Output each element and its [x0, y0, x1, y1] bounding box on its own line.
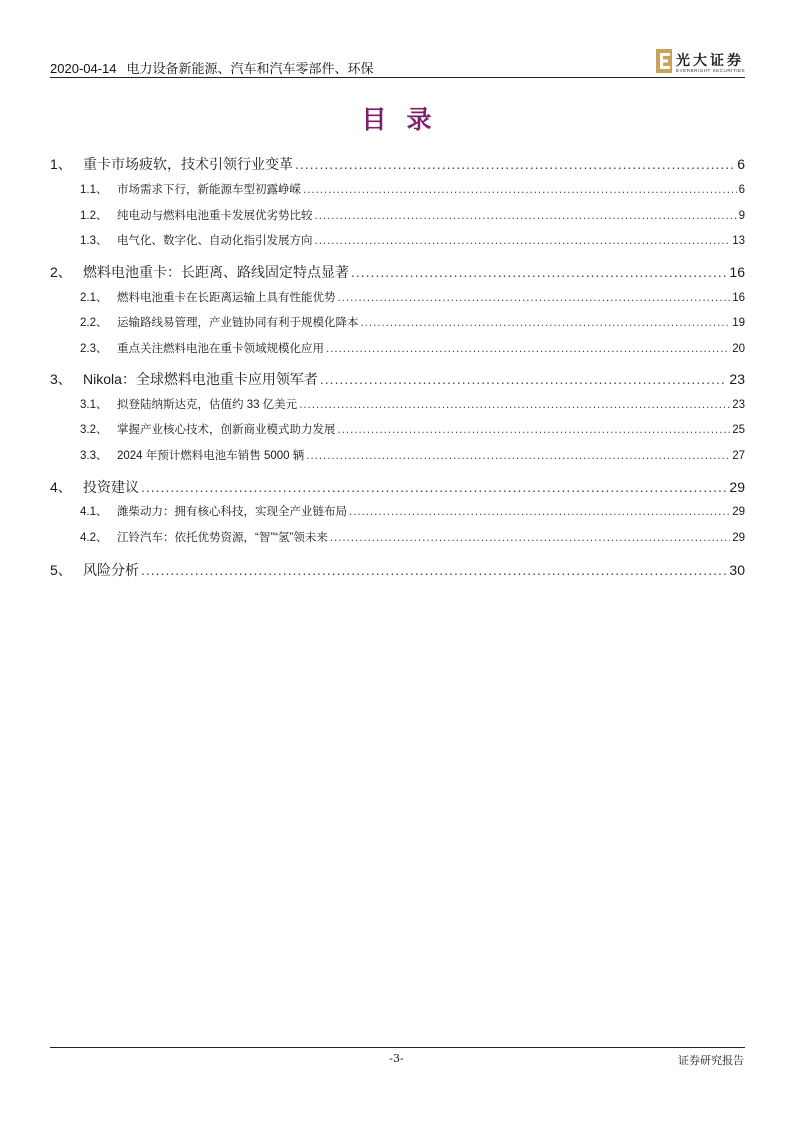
toc-entry-page: 20: [732, 343, 745, 355]
toc-chapter-entry[interactable]: [50, 154, 745, 174]
toc-section-entry[interactable]: [80, 396, 745, 412]
toc-entry-number: 1、: [50, 156, 72, 172]
toc-dot-leader: [295, 156, 735, 172]
toc-chapter-entry[interactable]: [50, 369, 745, 389]
toc-entry-page: 25: [732, 424, 745, 436]
toc-entry-page: 13: [732, 235, 745, 247]
toc-section-entry[interactable]: [80, 314, 745, 330]
toc-section-entry[interactable]: [80, 421, 745, 437]
toc-section-entry[interactable]: [80, 503, 745, 519]
toc-dot-leader: [338, 424, 731, 436]
toc-dot-leader: [315, 210, 737, 222]
toc-entry-number: 5、: [50, 562, 72, 578]
toc-dot-leader: [320, 371, 728, 387]
toc-entry-title: 潍柴动力：拥有核心科技，实现全产业链布局: [117, 506, 347, 518]
toc-entry-number: 3.2、: [80, 424, 108, 436]
toc-entry-page: 29: [732, 532, 745, 544]
toc-entry-page: 23: [729, 371, 745, 387]
toc-section-entry[interactable]: [80, 181, 745, 197]
toc-entry-title: 燃料电池重卡在长距离运输上具有性能优势: [117, 292, 336, 304]
toc-entry-title: 风险分析: [83, 562, 139, 578]
header-divider: [50, 77, 745, 78]
toc-entry-title: 投资建议: [83, 479, 139, 495]
toc-entry-page: 16: [729, 264, 745, 280]
toc-entry-title: 拟登陆纳斯达克，估值约 33 亿美元: [117, 399, 298, 411]
toc-dot-leader: [349, 506, 730, 518]
toc-entry-number: 1.2、: [80, 210, 108, 222]
toc-dot-leader: [299, 399, 730, 411]
toc-entry-number: 4.1、: [80, 506, 108, 518]
logo-chinese-name: 光大证券: [676, 53, 744, 69]
toc-dot-leader: [315, 235, 731, 247]
toc-entry-number: 4.2、: [80, 532, 108, 544]
toc-entry-page: 29: [729, 479, 745, 495]
toc-chapter-entry[interactable]: [50, 262, 745, 282]
toc-entry-title: 重点关注燃料电池在重卡领域规模化应用: [117, 343, 324, 355]
toc-chapter-entry[interactable]: [50, 477, 745, 497]
toc-entry-title: 江铃汽车：依托优势资源，“智”“氢”领未来: [117, 532, 328, 544]
toc-entry-title: 重卡市场疲软，技术引领行业变革: [83, 156, 293, 172]
toc-entry-number: 3.1、: [80, 399, 108, 411]
toc-entry-page: 6: [737, 156, 745, 172]
toc-entry-page: 23: [732, 399, 745, 411]
toc-section-entry[interactable]: [80, 447, 745, 463]
toc-dot-leader: [351, 264, 727, 280]
toc-entry-number: 2.3、: [80, 343, 108, 355]
everbright-logo: [656, 47, 748, 75]
toc-entry-title: 电气化、数字化、自动化指引发展方向: [117, 235, 313, 247]
toc-entry-number: 3.3、: [80, 450, 108, 462]
toc-entry-title: 纯电动与燃料电池重卡发展优劣势比较: [117, 210, 313, 222]
report-header: [50, 58, 374, 77]
toc-entry-title: 掌握产业核心技术，创新商业模式助力发展: [117, 424, 336, 436]
toc-section-entry[interactable]: [80, 207, 745, 223]
toc-entry-page: 9: [738, 210, 745, 222]
report-category: 电力设备新能源、汽车和汽车零部件、环保: [126, 61, 374, 76]
toc-dot-leader: [306, 450, 730, 462]
toc-entry-title: 燃料电池重卡：长距离、路线固定特点显著: [83, 264, 349, 280]
report-date: 2020-04-14: [50, 61, 117, 76]
toc-entry-title: 运输路线易管理，产业链协同有利于规模化降本: [117, 317, 359, 329]
toc-entry-number: 2.2、: [80, 317, 108, 329]
toc-section-entry[interactable]: [80, 529, 745, 545]
toc-entry-page: 6: [738, 184, 745, 196]
toc-section-entry[interactable]: [80, 232, 745, 248]
toc-dot-leader: [330, 532, 730, 544]
toc-entry-number: 1.1、: [80, 184, 108, 196]
toc-entry-title: 2024 年预计燃料电池车销售 5000 辆: [117, 450, 305, 462]
toc-dot-leader: [303, 184, 737, 196]
toc-entry-page: 19: [732, 317, 745, 329]
toc-entry-number: 2.1、: [80, 292, 108, 304]
toc-entry-page: 29: [732, 506, 745, 518]
page-number: -3-: [389, 1052, 404, 1065]
everbright-logo-icon: [656, 49, 672, 73]
toc-section-entry[interactable]: [80, 289, 745, 305]
toc-dot-leader: [141, 562, 727, 578]
toc-entry-number: 3、: [50, 371, 72, 387]
document-type-label: 证券研究报告: [678, 1055, 744, 1067]
toc-dot-leader: [361, 317, 731, 329]
toc-entry-number: 1.3、: [80, 235, 108, 247]
toc-dot-leader: [141, 479, 727, 495]
toc-section-entry[interactable]: [80, 340, 745, 356]
toc-entry-number: 4、: [50, 479, 72, 495]
toc-dot-leader: [338, 292, 731, 304]
logo-english-name: EVERBRIGHT SECURITIES: [676, 68, 746, 73]
toc-entry-page: 30: [729, 562, 745, 578]
toc-dot-leader: [326, 343, 730, 355]
toc-entry-number: 2、: [50, 264, 72, 280]
page-title: 目录: [361, 105, 452, 134]
toc-chapter-entry[interactable]: [50, 560, 745, 580]
toc-entry-title: Nikola：全球燃料电池重卡应用领军者: [83, 371, 318, 387]
footer-divider: [50, 1047, 745, 1048]
toc-entry-page: 16: [732, 292, 745, 304]
toc-entry-title: 市场需求下行，新能源车型初露峥嵘: [117, 184, 301, 196]
toc-entry-page: 27: [732, 450, 745, 462]
